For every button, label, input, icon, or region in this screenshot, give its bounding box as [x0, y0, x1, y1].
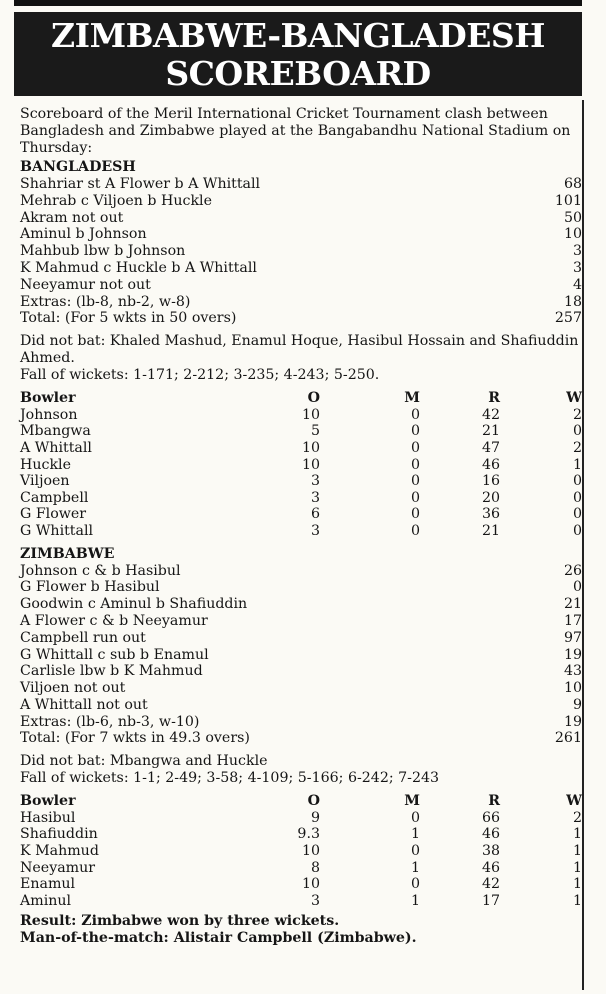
batsman-score: 10	[563, 226, 582, 243]
wickets: 1	[572, 876, 582, 893]
runs: 47	[481, 439, 500, 456]
wickets: 2	[572, 809, 582, 826]
batsman-dismissal: Total: (For 5 wkts in 50 overs)	[20, 310, 237, 327]
batsman-score: 19	[563, 713, 582, 730]
batting-row	[20, 680, 582, 697]
maidens: 0	[410, 809, 420, 826]
bowler-name: A Whittall	[20, 439, 92, 456]
zimbabwe-bowling-header	[20, 793, 582, 810]
overs: 3	[310, 489, 320, 506]
batsman-dismissal: Campbell run out	[20, 629, 146, 646]
overs: 9	[310, 809, 320, 826]
header-wickets: W	[566, 793, 582, 810]
zimbabwe-bowling	[20, 810, 582, 910]
headline-banner	[14, 12, 582, 96]
bowler-name: Hasibul	[20, 809, 76, 826]
batsman-dismissal: G Whittall c sub b Enamul	[20, 646, 209, 663]
zimbabwe-heading: ZIMBABWE	[20, 545, 115, 562]
wickets: 0	[572, 473, 582, 490]
bowling-row	[20, 893, 582, 910]
header-bowler: Bowler	[20, 793, 76, 810]
overs: 3	[310, 892, 320, 909]
batsman-score: 0	[572, 579, 582, 596]
runs: 46	[481, 859, 500, 876]
match-result: Result: Zimbabwe won by three wickets.	[20, 913, 340, 930]
wickets: 0	[572, 423, 582, 440]
maidens: 0	[410, 876, 420, 893]
header-runs: R	[488, 390, 500, 407]
batsman-score: 21	[563, 596, 582, 613]
batsman-score: 50	[563, 209, 582, 226]
bowling-row	[20, 860, 582, 877]
bowling-row	[20, 876, 582, 893]
batsman-score: 10	[563, 680, 582, 697]
runs: 46	[481, 456, 500, 473]
batsman-score: 26	[563, 562, 582, 579]
maidens: 0	[410, 473, 420, 490]
top-rule	[14, 0, 582, 6]
batting-row	[20, 243, 582, 260]
overs: 10	[301, 876, 320, 893]
batting-row	[20, 630, 582, 647]
header-runs: R	[488, 793, 500, 810]
batting-row	[20, 260, 582, 277]
batsman-dismissal: A Whittall not out	[20, 696, 148, 713]
batting-row	[20, 210, 582, 227]
maidens: 0	[410, 489, 420, 506]
maidens: 0	[410, 439, 420, 456]
bowler-name: Enamul	[20, 876, 76, 893]
batsman-score: 3	[572, 259, 582, 276]
bowler-name: Huckle	[20, 456, 71, 473]
batsman-dismissal: Neeyamur not out	[20, 276, 151, 293]
batsman-score: 257	[554, 310, 582, 327]
runs: 21	[481, 522, 500, 539]
bowler-name: Shafiuddin	[20, 826, 98, 843]
zimbabwe-batting	[20, 563, 582, 748]
batsman-dismissal: Mehrab c Viljoen b Huckle	[20, 192, 212, 209]
header-maidens: M	[404, 793, 420, 810]
bowling-row	[20, 843, 582, 860]
overs: 8	[310, 859, 320, 876]
wickets: 1	[572, 859, 582, 876]
batsman-dismissal: Aminul b Johnson	[20, 226, 147, 243]
bangladesh-bowling	[20, 407, 582, 540]
bangladesh-heading: BANGLADESH	[20, 159, 136, 175]
batting-row	[20, 730, 582, 747]
overs: 3	[310, 522, 320, 539]
bowling-row	[20, 423, 582, 440]
maidens: 1	[410, 892, 420, 909]
wickets: 0	[572, 489, 582, 506]
batsman-score: 4	[572, 276, 582, 293]
overs: 10	[301, 456, 320, 473]
bowler-name: Campbell	[20, 489, 89, 506]
overs: 10	[301, 406, 320, 423]
runs: 42	[481, 406, 500, 423]
batsman-dismissal: A Flower c & b Neeyamur	[20, 612, 208, 629]
runs: 17	[481, 892, 500, 909]
man-of-the-match: Man-of-the-match: Alistair Campbell (Zimbabwe).	[20, 930, 417, 947]
bowler-name: Viljoen	[20, 473, 70, 490]
bangladesh-bowling-header	[20, 390, 582, 407]
batsman-dismissal: G Flower b Hasibul	[20, 579, 160, 596]
runs: 66	[481, 809, 500, 826]
batsman-dismissal: Extras: (lb-6, nb-3, w-10)	[20, 713, 200, 730]
column-rule	[582, 100, 584, 990]
maidens: 0	[410, 522, 420, 539]
batsman-dismissal: Akram not out	[20, 209, 124, 226]
article-body	[20, 106, 582, 947]
overs: 5	[310, 423, 320, 440]
bowler-name: Aminul	[20, 892, 72, 909]
bowling-row	[20, 826, 582, 843]
runs: 16	[481, 473, 500, 490]
header-overs: O	[307, 793, 320, 810]
maidens: 1	[410, 826, 420, 843]
batting-row	[20, 277, 582, 294]
bowler-name: K Mahmud	[20, 843, 99, 860]
batting-row	[20, 613, 582, 630]
wickets: 1	[572, 843, 582, 860]
batting-row	[20, 663, 582, 680]
batsman-dismissal: Viljoen not out	[20, 680, 126, 697]
batsman-score: 68	[563, 176, 582, 192]
overs: 10	[301, 843, 320, 860]
maidens: 0	[410, 423, 420, 440]
bowling-row	[20, 473, 582, 490]
batsman-dismissal: Shahriar st A Flower b A Whittall	[20, 176, 261, 192]
header-bowler: Bowler	[20, 390, 76, 407]
bowling-row	[20, 506, 582, 523]
batsman-score: 18	[563, 293, 582, 310]
maidens: 0	[410, 456, 420, 473]
batsman-score: 9	[572, 696, 582, 713]
runs: 46	[481, 826, 500, 843]
batting-row	[20, 563, 582, 580]
batsman-score: 3	[572, 243, 582, 260]
maidens: 1	[410, 859, 420, 876]
batsman-score: 261	[554, 730, 582, 747]
batsman-dismissal: K Mahmud c Huckle b A Whittall	[20, 259, 257, 276]
runs: 42	[481, 876, 500, 893]
batting-row	[20, 596, 582, 613]
batting-row	[20, 647, 582, 664]
bowling-row	[20, 407, 582, 424]
headline-line2: SCOREBOARD	[165, 54, 431, 93]
wickets: 1	[572, 892, 582, 909]
wickets: 2	[572, 406, 582, 423]
maidens: 0	[410, 406, 420, 423]
bowling-row	[20, 810, 582, 827]
batsman-dismissal: Extras: (lb-8, nb-2, w-8)	[20, 293, 191, 310]
batsman-score: 101	[554, 192, 582, 209]
batsman-dismissal: Johnson c & b Hasibul	[20, 562, 181, 579]
bowling-row	[20, 440, 582, 457]
wickets: 1	[572, 456, 582, 473]
overs: 10	[301, 439, 320, 456]
wickets: 2	[572, 439, 582, 456]
batsman-dismissal: Mahbub lbw b Johnson	[20, 243, 186, 260]
bowler-name: Johnson	[20, 406, 78, 423]
batting-row	[20, 310, 582, 327]
wickets: 0	[572, 506, 582, 523]
bowler-name: G Flower	[20, 506, 87, 523]
batsman-score: 17	[563, 612, 582, 629]
bangladesh-fall-of-wickets: Fall of wickets: 1-171; 2-212; 3-235; 4-243; 5-250.	[20, 367, 380, 384]
wickets: 1	[572, 826, 582, 843]
batsman-score: 97	[563, 629, 582, 646]
intro-paragraph: Scoreboard of the Meril International Cricket Tournament clash between Bangladesh and Zimbabwe played at the Bangabandhu National Stadium on Thursday:	[20, 106, 571, 156]
batting-row	[20, 714, 582, 731]
bangladesh-batting	[20, 176, 582, 327]
bangladesh-did-not-bat: Did not bat: Khaled Mashud, Enamul Hoque, Hasibul Hossain and Shafiuddin Ahmed.	[20, 333, 579, 367]
overs: 9.3	[297, 826, 320, 843]
batsman-dismissal: Goodwin c Aminul b Shafiuddin	[20, 596, 248, 613]
overs: 3	[310, 473, 320, 490]
batting-row	[20, 697, 582, 714]
maidens: 0	[410, 506, 420, 523]
zimbabwe-did-not-bat: Did not bat: Mbangwa and Huckle	[20, 753, 268, 770]
bowler-name: Neeyamur	[20, 859, 96, 876]
zimbabwe-fall-of-wickets: Fall of wickets: 1-1; 2-49; 3-58; 4-109; 5-166; 6-242; 7-243	[20, 770, 440, 787]
headline-line1: ZIMBABWE-BANGLADESH	[51, 16, 545, 55]
batting-row	[20, 294, 582, 311]
batsman-score: 19	[563, 646, 582, 663]
header-overs: O	[307, 390, 320, 407]
runs: 38	[481, 843, 500, 860]
batting-row	[20, 579, 582, 596]
runs: 20	[481, 489, 500, 506]
header-wickets: W	[566, 390, 582, 407]
bowler-name: G Whittall	[20, 522, 94, 539]
batsman-dismissal: Carlisle lbw b K Mahmud	[20, 663, 203, 680]
maidens: 0	[410, 843, 420, 860]
wickets: 0	[572, 522, 582, 539]
bowling-row	[20, 523, 582, 540]
overs: 6	[310, 506, 320, 523]
batting-row	[20, 176, 582, 193]
batting-row	[20, 193, 582, 210]
runs: 36	[481, 506, 500, 523]
bowler-name: Mbangwa	[20, 423, 91, 440]
batsman-score: 43	[563, 663, 582, 680]
bowling-row	[20, 457, 582, 474]
runs: 21	[481, 423, 500, 440]
batting-row	[20, 226, 582, 243]
bowling-row	[20, 490, 582, 507]
batsman-dismissal: Total: (For 7 wkts in 49.3 overs)	[20, 730, 250, 747]
header-maidens: M	[404, 390, 420, 407]
